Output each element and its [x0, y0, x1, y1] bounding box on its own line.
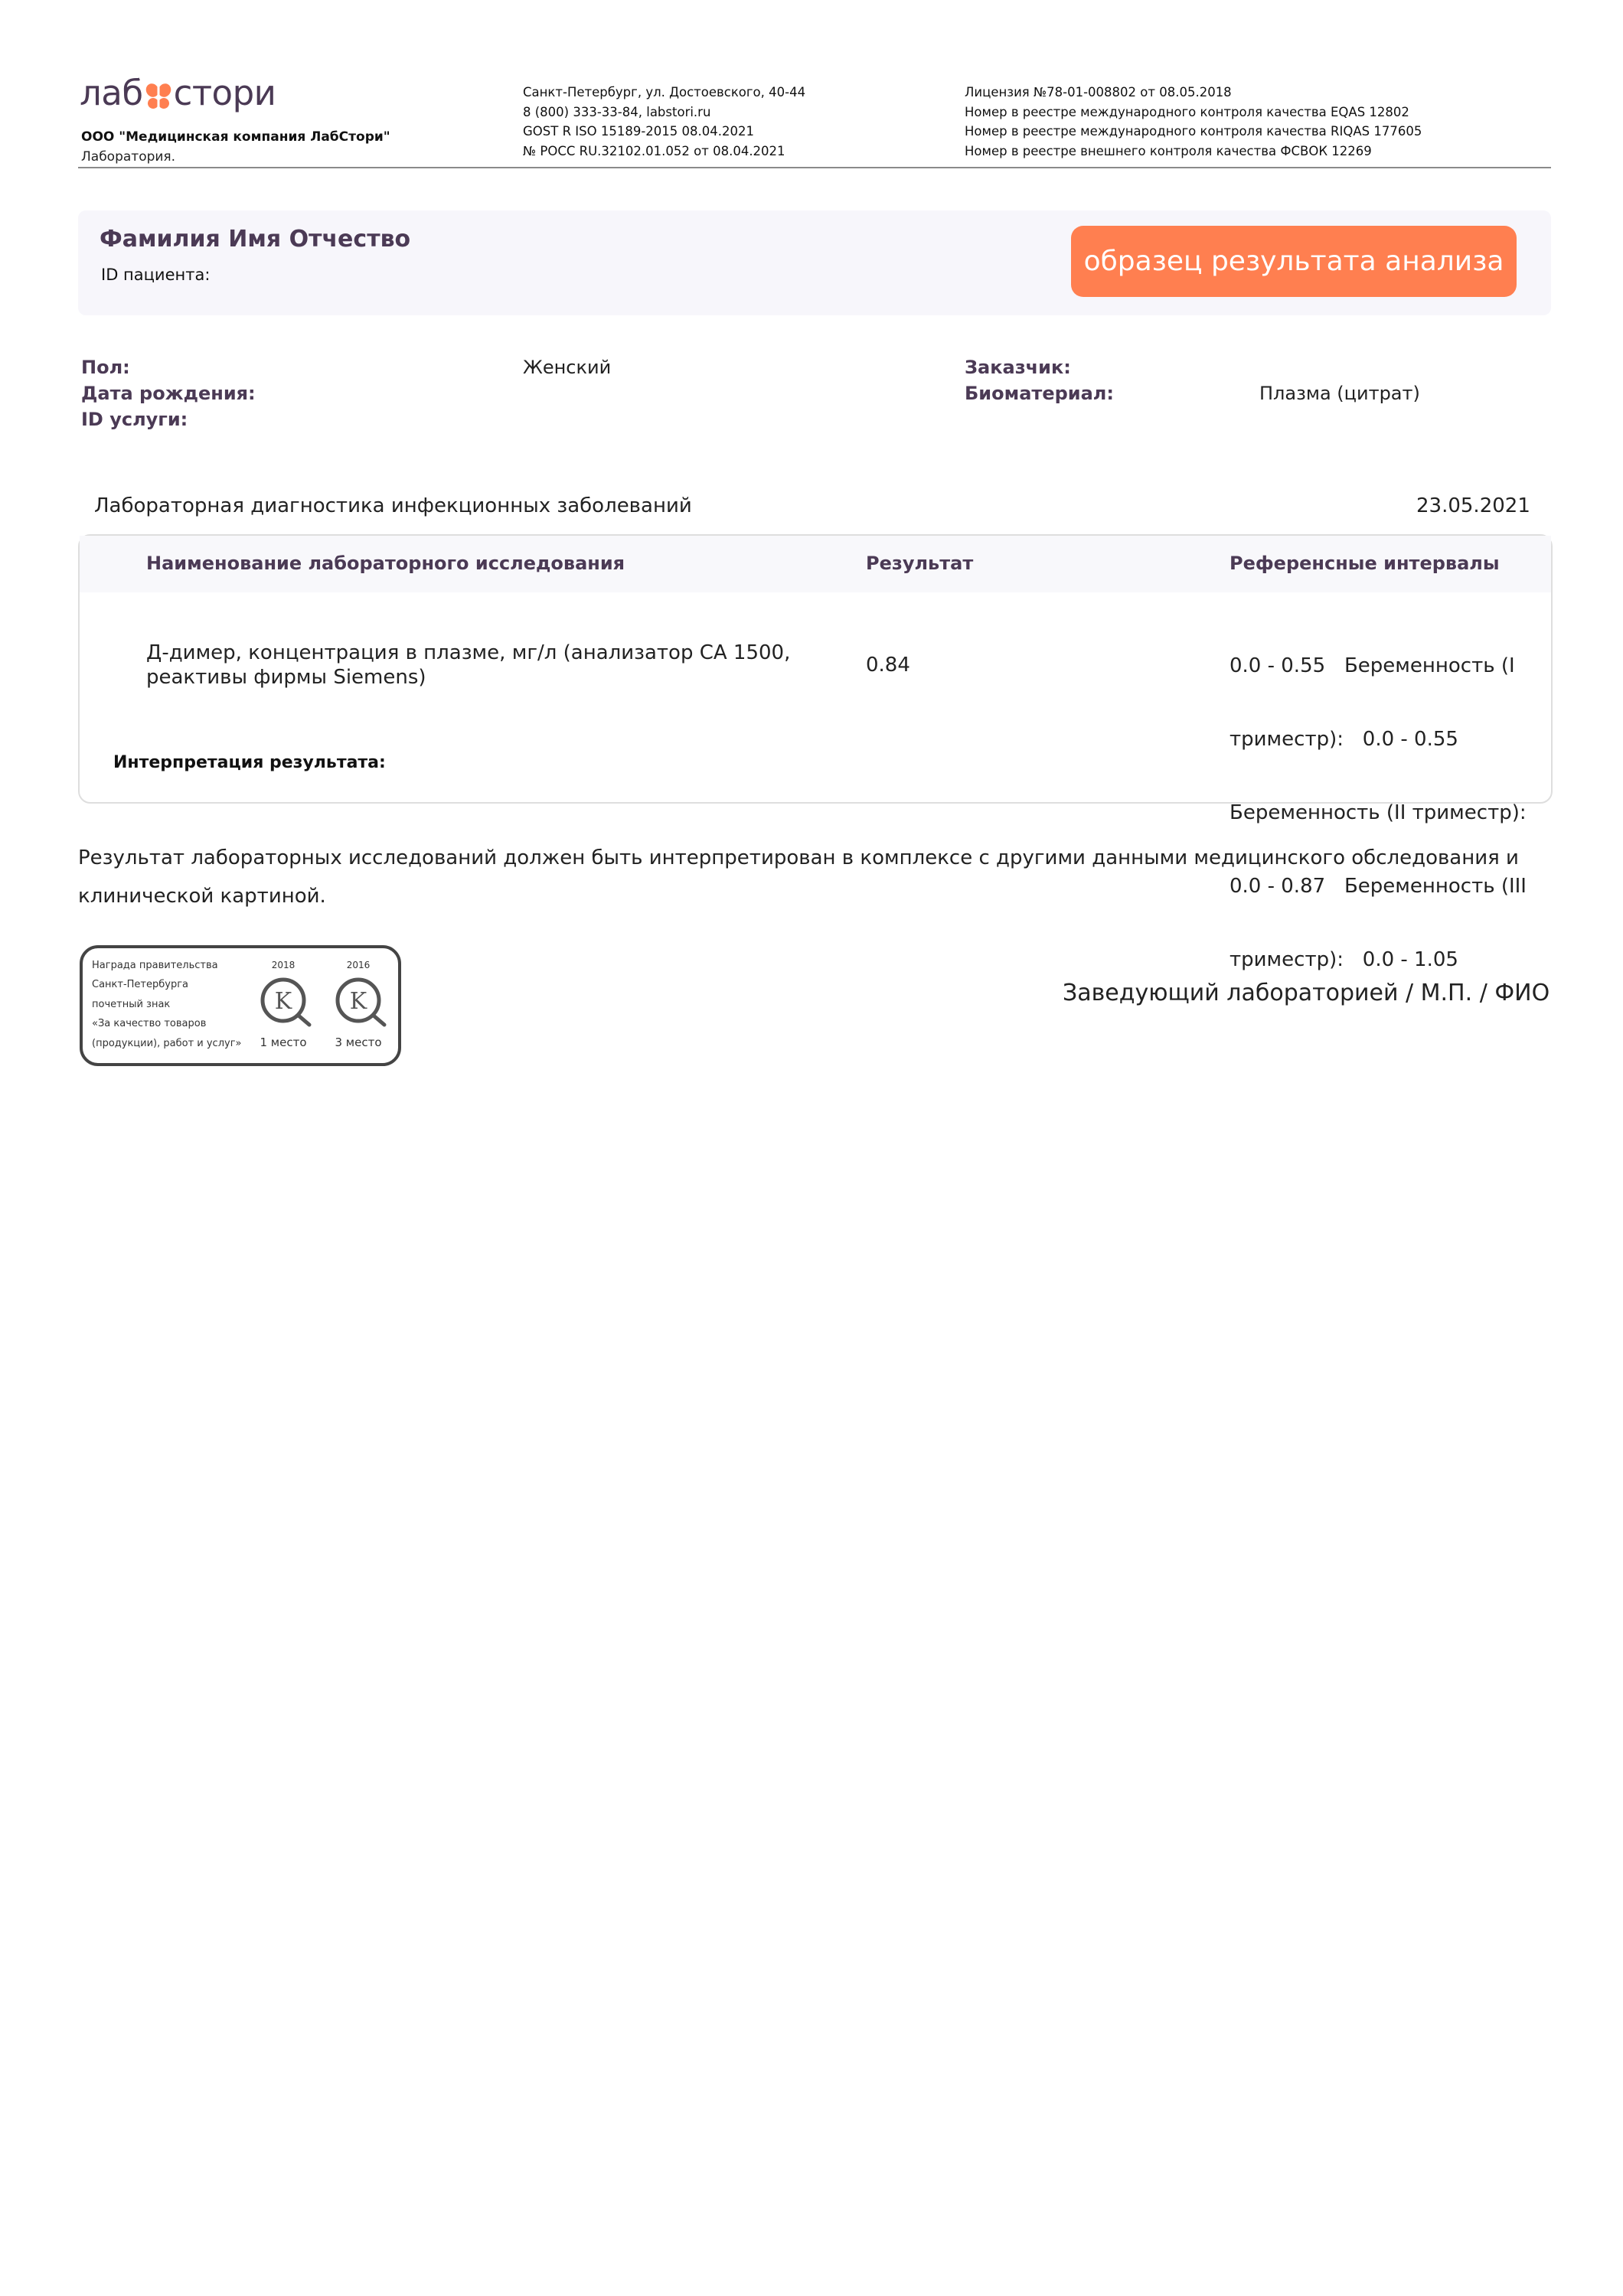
- column-header-result: Результат: [866, 553, 974, 574]
- company-block: [81, 127, 390, 167]
- biomaterial-value: Плазма (цитрат): [1259, 383, 1420, 404]
- contact-gost: GOST R ISO 15189-2015 08.04.2021: [523, 124, 755, 139]
- biomaterial-label: Биоматериал:: [965, 383, 1114, 404]
- birth-date-label: Дата рождения:: [81, 383, 256, 404]
- svg-text:K: K: [274, 988, 292, 1015]
- svg-text:K: K: [349, 988, 367, 1015]
- patient-name: Фамилия Имя Отчество: [100, 226, 411, 253]
- sample-result-badge: образец результата анализа: [1071, 226, 1517, 297]
- contact-certificate: № РОСС RU.32102.01.052 от 08.04.2021: [523, 143, 785, 158]
- disclaimer-text: Результат лабораторных исследований должен быть интерпретирован в комплексе с другими данными медицинского обследования и клинической картиной.: [78, 846, 1519, 908]
- test-name-line: реактивы фирмы Siemens): [146, 666, 426, 689]
- result-value-cell: 0.84: [866, 654, 910, 677]
- reference-interval-cell: [1229, 605, 1543, 1021]
- labstori-logo: [80, 70, 279, 119]
- reference-line: 0.0 - 0.87 Беременность (III: [1229, 875, 1527, 898]
- licenses-column: [965, 83, 1422, 161]
- registry-eqas: Номер в реестре международного контроля качества EQAS 12802: [965, 104, 1409, 119]
- company-subtitle: Лаборатория.: [81, 149, 176, 165]
- service-id-label: ID услуги:: [81, 409, 188, 430]
- award-line: (продукции), работ и услуг»: [92, 1038, 242, 1049]
- award-year-2018: 2018: [271, 960, 296, 970]
- header-divider: [78, 167, 1551, 168]
- sex-value: Женский: [523, 357, 612, 378]
- butterfly-icon: [143, 70, 174, 116]
- award-place-1: 1 место: [260, 1035, 307, 1049]
- reference-line: триместр): 0.0 - 1.05: [1229, 948, 1458, 971]
- registry-riqas: Номер в реестре международного контроля качества RIQAS 177605: [965, 124, 1422, 139]
- logo-text-right: стори: [173, 73, 276, 113]
- award-year-2016: 2016: [346, 960, 371, 970]
- column-header-reference: Референсные интервалы: [1229, 553, 1500, 574]
- interpretation-label: Интерпретация результата:: [113, 753, 386, 772]
- customer-label: Заказчик:: [965, 357, 1071, 378]
- award-place-3: 3 место: [335, 1035, 382, 1049]
- award-line: почетный знак: [92, 999, 171, 1010]
- award-line: «За качество товаров: [92, 1018, 207, 1029]
- reference-line: триместр): 0.0 - 0.55: [1229, 728, 1458, 751]
- results-table-header: [80, 536, 1551, 592]
- award-line: Награда правительства: [92, 960, 218, 971]
- test-name-line: Д-димер, концентрация в плазме, мг/л (анализатор СА 1500,: [146, 641, 791, 664]
- contact-address: Санкт-Петербург, ул. Достоевского, 40-44: [523, 85, 806, 99]
- patient-id-label: ID пациента:: [101, 266, 211, 284]
- company-name: ООО "Медицинская компания ЛабСтори": [81, 129, 390, 145]
- section-date: 23.05.2021: [1416, 494, 1530, 517]
- registry-fsvok: Номер в реестре внешнего контроля качества ФСВОК 12269: [965, 143, 1372, 158]
- section-title: Лабораторная диагностика инфекционных заболеваний: [94, 494, 692, 517]
- contact-phone: 8 (800) 333-33-84, labstori.ru: [523, 104, 711, 119]
- award-line: Санкт-Петербурга: [92, 979, 189, 990]
- signature-line: Заведующий лабораторией / М.П. / ФИО: [1063, 980, 1550, 1006]
- logo-text-left: лаб: [80, 73, 143, 113]
- contacts-column: [523, 83, 805, 161]
- reference-line: 0.0 - 0.55 Беременность (I: [1229, 654, 1515, 677]
- column-header-test-name: Наименование лабораторного исследования: [146, 553, 625, 574]
- sex-label: Пол:: [81, 357, 130, 378]
- reference-line: Беременность (II триместр):: [1229, 801, 1527, 824]
- test-name-cell: [146, 641, 820, 690]
- patient-card: [78, 210, 1551, 315]
- quality-award-badge: [80, 945, 401, 1066]
- license-number: Лицензия №78-01-008802 от 08.05.2018: [965, 85, 1232, 99]
